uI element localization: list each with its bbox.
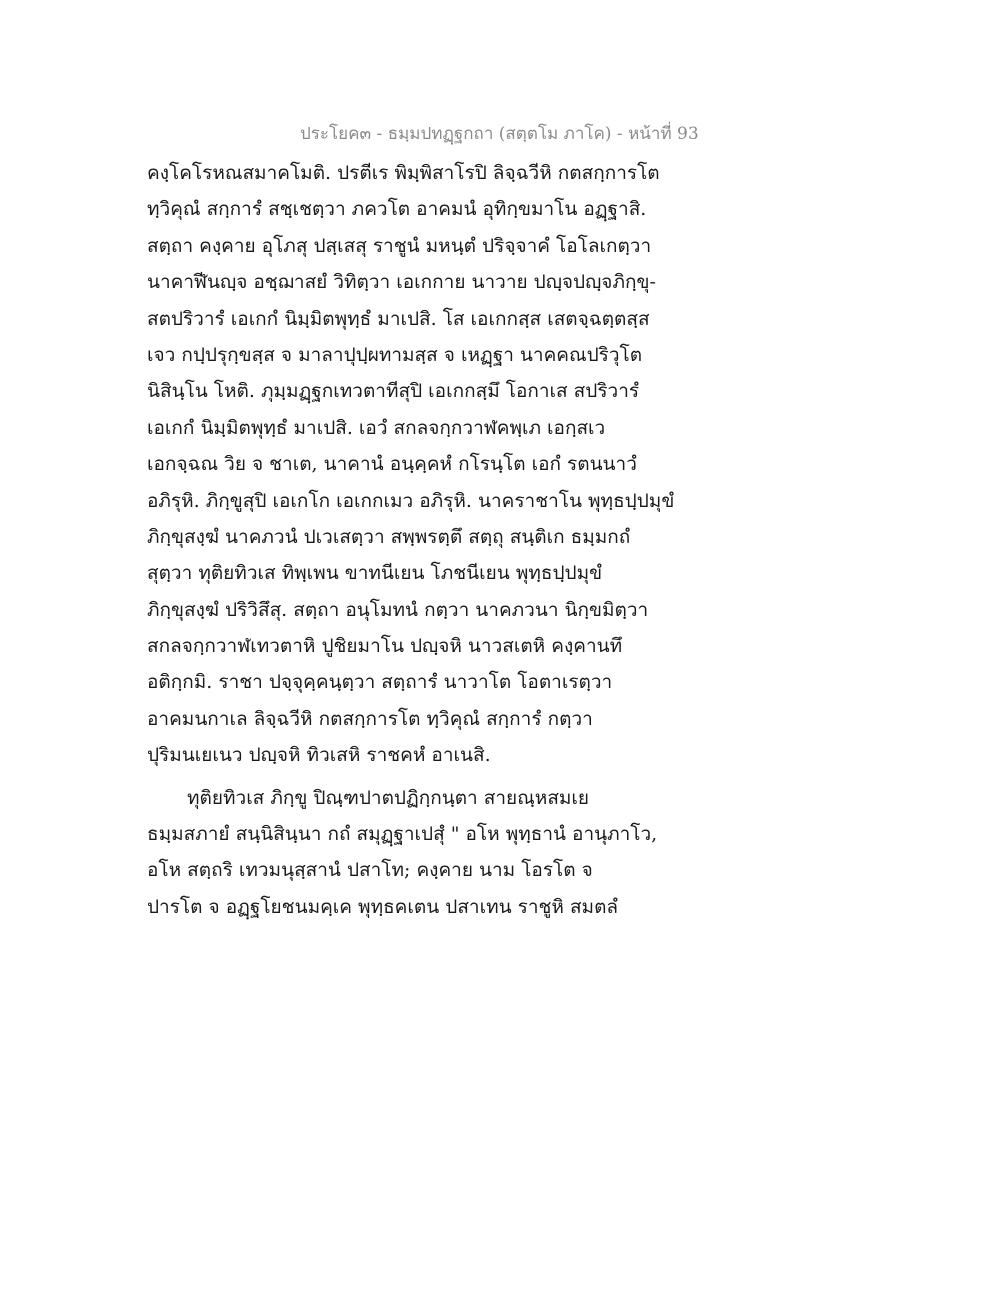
text-line: อโห สตฺถริ เทวมนุสฺสานํ ปสาโท; คงฺคาย นาม โอรโต จ	[147, 859, 593, 882]
text-line: สุตฺวา ทุติยทิวเส ทิพฺเพน ขาทนีเยน โภชนีเยน พุทฺธปฺปมุขํ	[147, 562, 603, 585]
text-line: นิสินฺโน โหติ. ภุมฺมฏฺฐกเทวตาทีสุปิ เอเกกสฺมึ โอกาเส สปริวารํ	[147, 380, 640, 403]
text-line: เอกจฺฉณ วิย จ ชาเต, นาคานํ อนฺคฺคหํ กโรนฺโต เอกํ รตนนาวํ	[147, 453, 637, 476]
text-line: สตปริวารํ เอเกกํ นิมฺมิตพุทฺธํ มาเปสิ. โส เอเกกสฺส เสตจฺฉตฺตสฺส	[147, 307, 650, 330]
text-line: อติกฺกมิ. ราชา ปจฺจุคฺคนฺตฺวา สตฺถารํ นาวาโต โอตาเรตฺวา	[147, 671, 613, 694]
text-line: ทฺวิคุณํ สกฺการํ สชฺเชตฺวา ภควโต อาคมนํ อุทิกฺขมาโน อฏฺฐาสิ.	[147, 198, 647, 221]
text-line: ธมฺมสภายํ สนฺนิสินฺนา กถํ สมุฏฺฐาเปสุํ " อโห พุทฺธานํ อานุภาโว,	[147, 823, 658, 846]
text-line: อาคมนกาเล ลิจฺฉวีหิ กตสกฺการโต ทฺวิคุณํ สกฺการํ กตฺวา	[147, 707, 593, 730]
paragraph-1	[147, 155, 707, 774]
text-line: ปารโต จ อฏฺฐโยชนมคฺเค พุทฺธคเตน ปสาเทน ราชูหิ สมตลํ	[147, 895, 619, 918]
running-header: ประโยค๓ - ธมฺมปทฏฺฐกถา (สตฺตโม ภาโค) - หน้าที่ 93	[300, 124, 699, 144]
text-line: ปุริมนเยเนว ปญฺจหิ ทิวเสหิ ราชคหํ อาเนสิ.	[147, 744, 491, 767]
text-line: เจว กปฺปรุกฺขสฺส จ มาลาปุปฺผทามสฺส จ เหฏฺฐา นาคคณปริวุโต	[147, 343, 643, 366]
text-line: สกลจกฺกวาฬเทวตาหิ ปูชิยมาโน ปญฺจหิ นาวสเตหิ คงฺคานทึ	[147, 635, 623, 658]
text-line: เอเกกํ นิมฺมิตพุทฺธํ มาเปสิ. เอวํ สกลจกฺกวาฬคพฺเภ เอกฺสเว	[147, 416, 606, 439]
text-line: ภิกฺขุสงฺฆํ ปริวิสึสุ. สตฺถา อนุโมทนํ กตฺวา นาคภวนา นิกฺขมิตฺวา	[147, 598, 649, 621]
text-line: ทุติยทิวเส ภิกฺขู ปิณฺฑปาตปฏิกฺกนฺตา สายณฺหสมเย	[187, 786, 590, 809]
text-line: คงฺโคโรหณสมาคโมติ. ปรตีเร พิมฺพิสาโรปิ ลิจฺฉวีหิ กตสกฺการโต	[147, 162, 660, 184]
text-line: ภิกฺขุสงฺฆํ นาคภวนํ ปเวเสตฺวา สพฺพรตฺตึ สตฺถุ สนฺติเก ธมฺมกถํ	[147, 525, 631, 548]
text-line: นาคาฬีนญฺจ อชฺฌาสยํ วิทิตฺวา เอเกกาย นาวาย ปญฺจปญฺจภิกฺขุ-	[147, 271, 656, 294]
text-line: สตฺถา คงฺคาย อุโภสุ ปสฺเสสุ ราชูนํ มหนฺตํ ปริจฺจาคํ โอโลเกตฺวา	[147, 234, 652, 257]
text-line: อภิรุหิ. ภิกฺขูสุปิ เอเกโก เอเกกเมว อภิรุหิ. นาคราชาโน พุทฺธปฺปมุขํ	[147, 489, 675, 512]
body-text	[147, 155, 707, 925]
paragraph-2	[147, 780, 707, 926]
